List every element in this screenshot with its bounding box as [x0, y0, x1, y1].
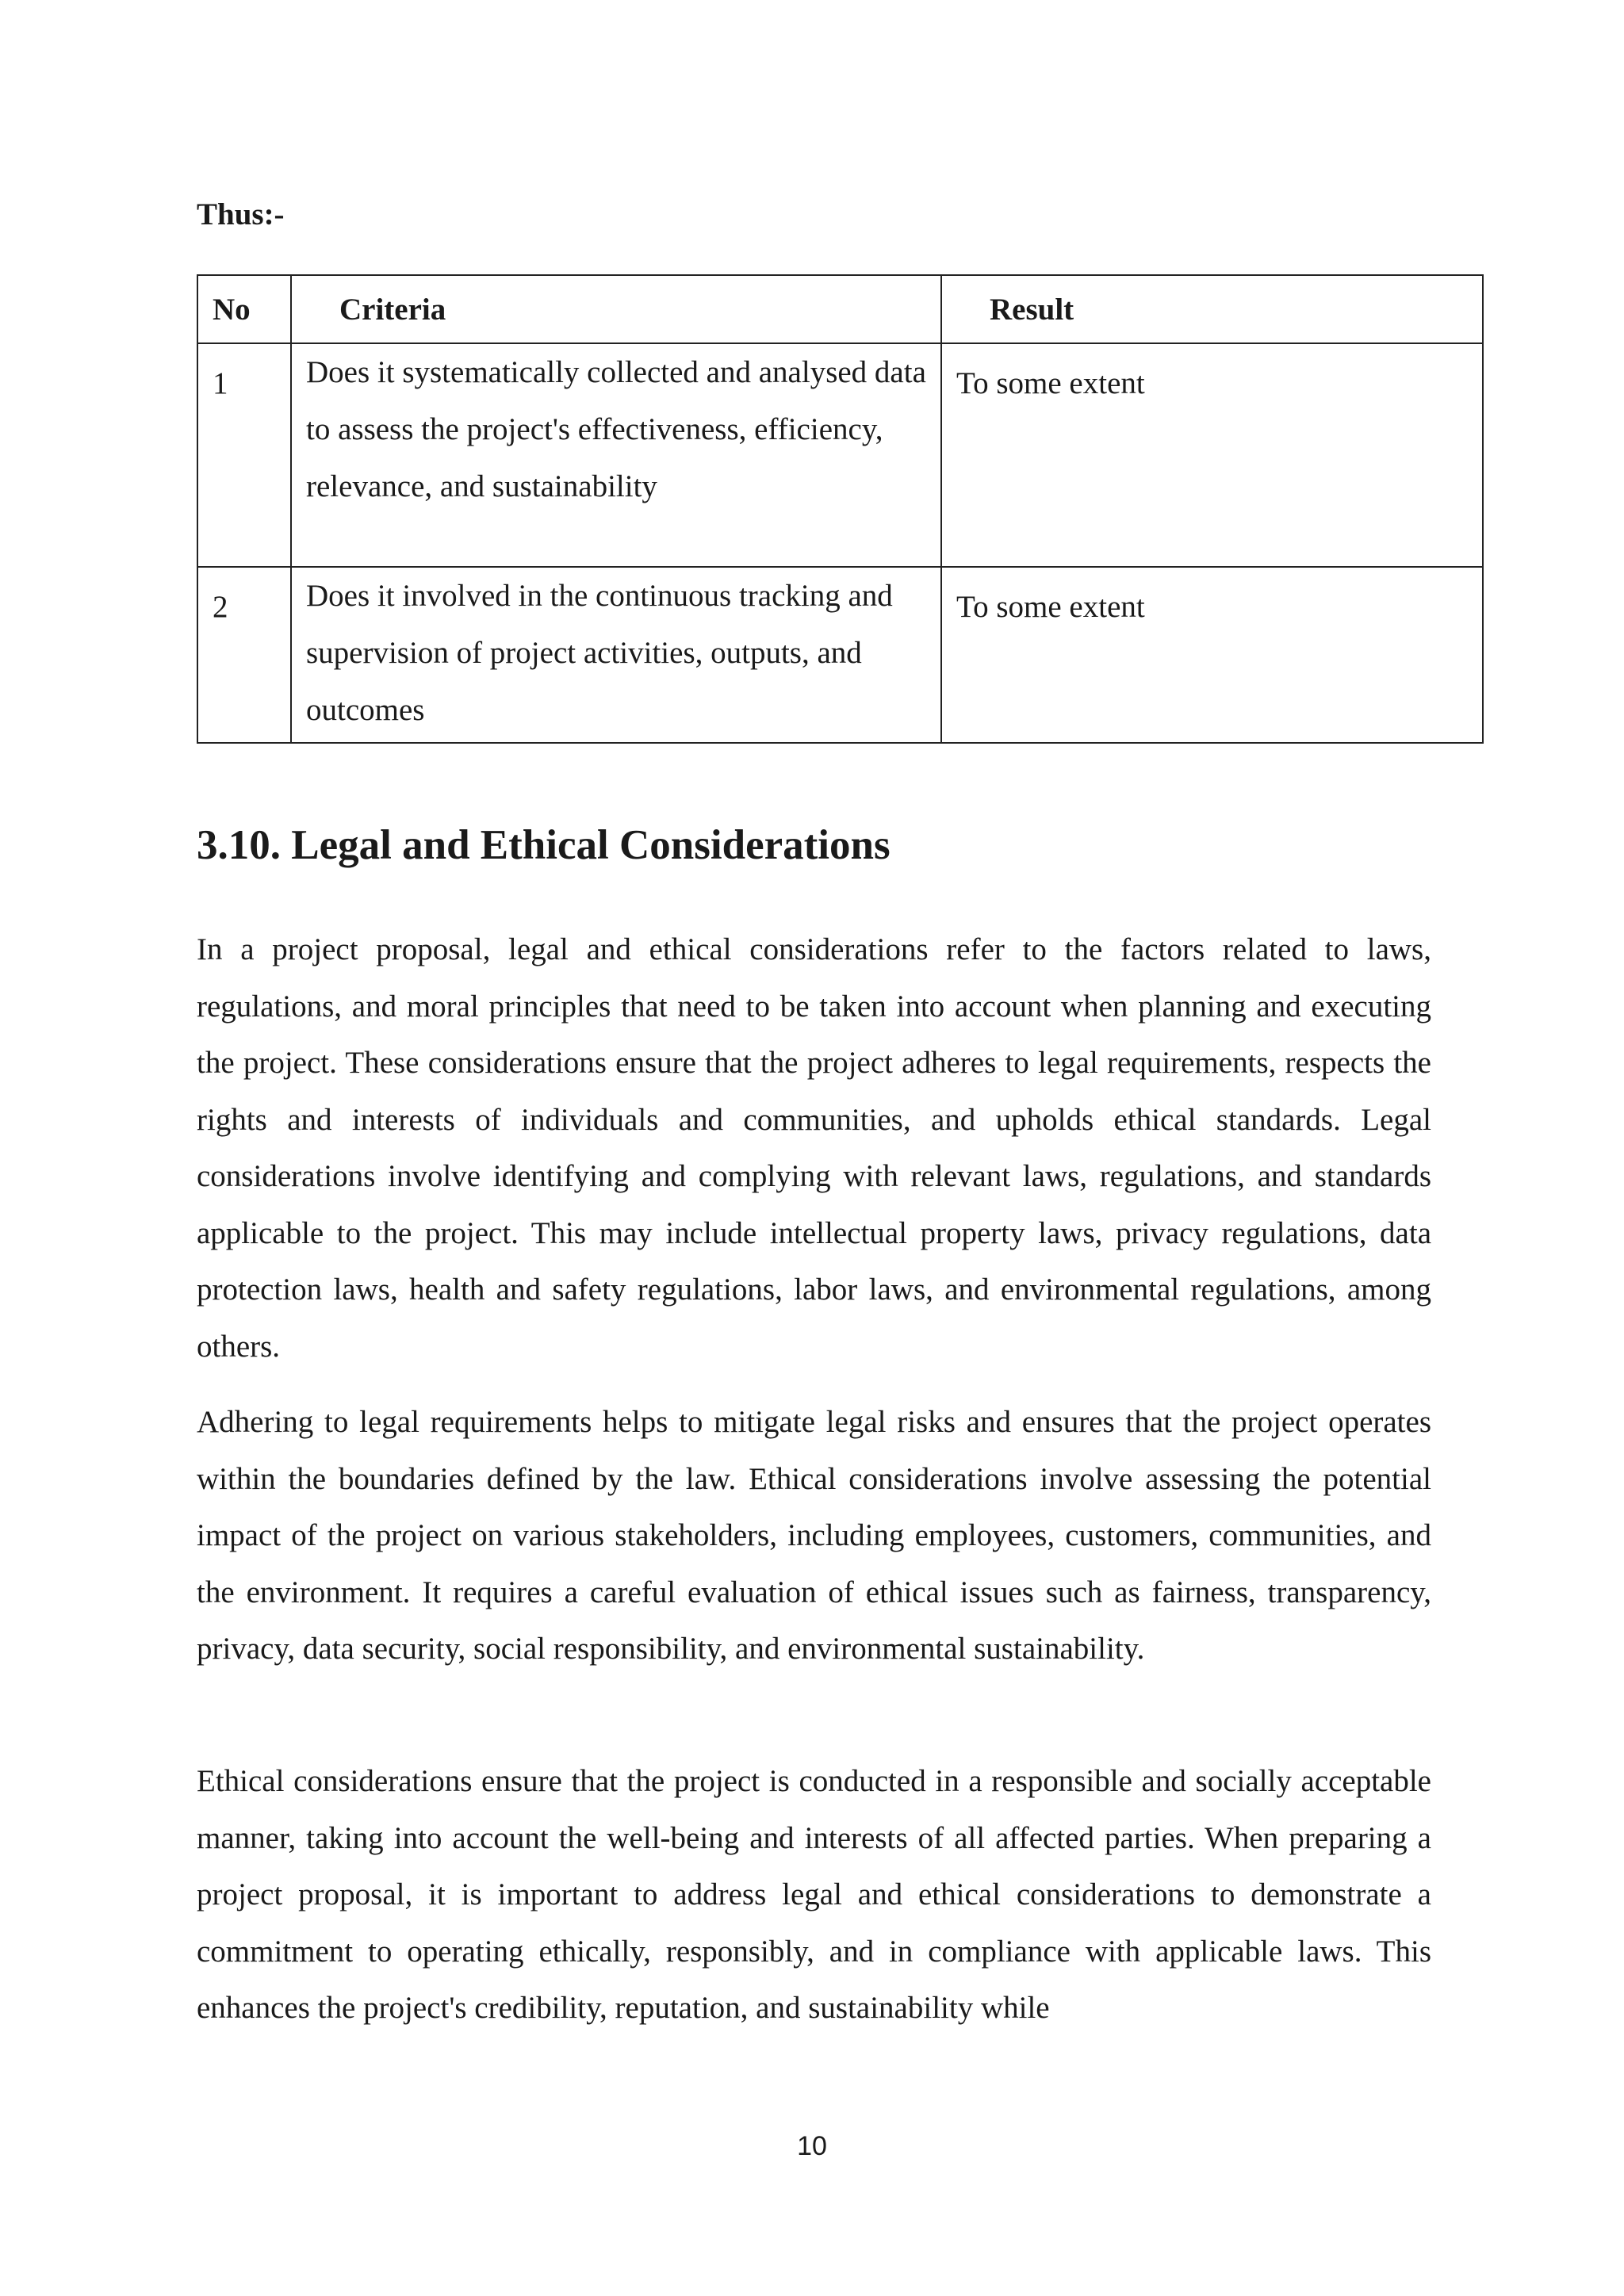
row-criteria: Does it involved in the continuous tracking and supervision of project activities, outputs, and outcomes	[291, 567, 941, 743]
row-criteria: Does it systematically collected and analysed data to assess the project's effectiveness, efficiency, relevance, and sustainability	[291, 343, 941, 567]
row-number: 1	[197, 343, 291, 567]
section-heading: 3.10. Legal and Ethical Considerations	[197, 822, 891, 868]
row-number: 2	[197, 567, 291, 743]
paragraph-ethical-considerations: Ethical considerations ensure that the project is conducted in a responsible and socially acceptable manner, taking into account the well-being and interests of all affected parties. When preparing a project proposal, it is important to address legal and ethical considerations to demonstrate a commitment to operating ethically, responsibly, and in compliance with applicable laws. This enhances the project's credibility, reputation, and sustainability while	[197, 1764, 1431, 2025]
header-criteria: Criteria	[291, 275, 941, 343]
row-result: To some extent	[941, 567, 1483, 743]
table-row	[197, 567, 1483, 743]
table-row	[197, 343, 1483, 567]
row-result: To some extent	[941, 343, 1483, 567]
header-no: No	[197, 275, 291, 343]
table-header-row	[197, 275, 1483, 343]
header-result: Result	[941, 275, 1483, 343]
intro-label: Thus:-	[197, 197, 285, 232]
paragraph-legal-requirements: Adhering to legal requirements helps to mitigate legal risks and ensures that the project operates within the boundaries defined by the law. Ethical considerations involve assessing the potential impact of the project on various stakeholders, including employees, customers, communities, and the environment. It requires a careful evaluation of ethical issues such as fairness, transparency, privacy, data security, social responsibility, and environmental sustainability.	[197, 1405, 1431, 1666]
paragraph-legal-ethical-intro: In a project proposal, legal and ethical considerations refer to the factors related to laws, regulations, and moral principles that need to be taken into account when planning and executing the project. These considerations ensure that the project adheres to legal requirements, respects the rights and interests of individuals and communities, and upholds ethical standards. Legal considerations involve identifying and complying with relevant laws, regulations, and standards applicable to the project. This may include intellectual property laws, privacy regulations, data protection laws, health and safety regulations, labor laws, and environmental regulations, among others.	[197, 932, 1431, 1364]
criteria-table	[197, 274, 1484, 744]
page-number: 10	[797, 2131, 827, 2161]
